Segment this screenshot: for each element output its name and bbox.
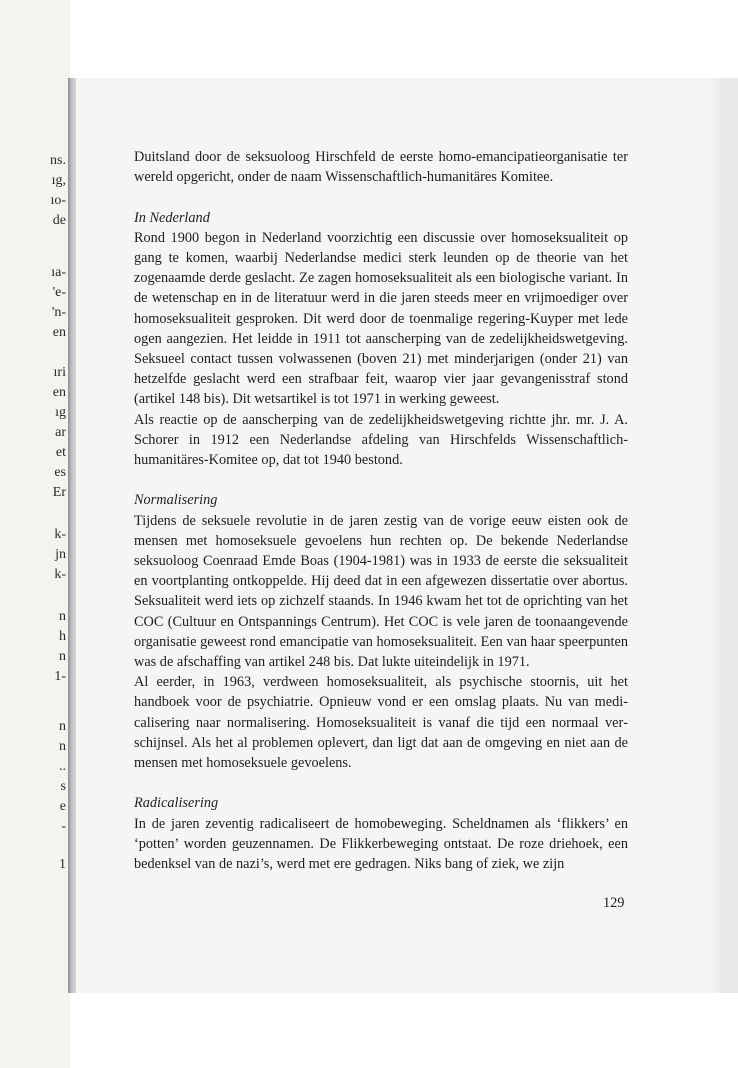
page-number: 129 [603, 895, 625, 911]
facing-page-fragment: de [52, 213, 66, 228]
facing-page-fragment: en [52, 325, 66, 340]
facing-page-fragment: n [59, 739, 66, 754]
facing-page-fragment: n [59, 719, 66, 734]
facing-page-fragment: 'n- [51, 305, 66, 320]
facing-page-fragment: - [61, 819, 66, 834]
section-paragraph: Al eerder, in 1963, verdween homoseksualiteit, als psychische stoornis, uit het handboek voor de psychiatrie. Opnieuw vond er een omslag plaats. Nu van medicalisering naar normalisering. Homoseksualiteit is vanaf die tijd een normaal verschijnsel. Als het al problemen oplevert, dan ligt dat aan de omgeving en niet aan de mensen met homoseksuele gevoelens. [134, 674, 628, 772]
facing-page-fragment: Er [52, 485, 66, 500]
facing-page-fragment: ar [55, 425, 66, 440]
facing-page-fragment: ıa- [51, 265, 66, 280]
facing-page-fragment: ıri [53, 365, 66, 380]
page-edge-background [724, 78, 738, 993]
page-body [134, 147, 628, 874]
intro-paragraph: Duitsland door de seksuoloog Hirschfeld de eerste homo-emancipatieorganisatie ter wereld opgericht, onder de naam Wissenschaftlich-humanitäres Komitee. [134, 149, 628, 186]
facing-page-fragment: 'e- [52, 285, 66, 300]
book-page [76, 78, 724, 993]
book-spine [68, 78, 76, 993]
section-heading-in-nederland: In Nederland [134, 209, 210, 226]
facing-page-fragment: jn [55, 547, 66, 562]
facing-page-fragment: k- [54, 527, 66, 542]
facing-page-fragment: 1- [54, 669, 66, 684]
facing-page-text-fragments [0, 0, 66, 1068]
facing-page-fragment: s [60, 779, 66, 794]
section-heading-radicalisering: Radicalisering [134, 795, 219, 812]
facing-page-fragment: en [52, 385, 66, 400]
section-heading-normalisering: Normalisering [134, 492, 218, 509]
facing-page [0, 0, 70, 1068]
facing-page-fragment: k- [54, 567, 66, 582]
facing-page-fragment: h [59, 629, 66, 644]
facing-page-fragment: n [59, 609, 66, 624]
section-paragraph: Als reactie op de aanscherping van de zedelijkheidswetgeving richtte jhr. mr. J. A. Schorer in 1912 een Nederlandse afdeling van Hirschfelds Wissenschaftlich-humanitäres-Komitee op, dat tot 1940 bestond. [134, 411, 628, 469]
section-paragraph: Tijdens de seksuele revolutie in de jaren zestig van de vorige eeuw eisten ook de mensen met homoseksuele gevoelens hun rechten op. De bekende Nederlandse seksuoloog Coenraad Emde Boas (1904-1981) was in 1933 de eerste die seksualiteit en voortplanting ontkoppelde. Hij deed dat in een afgewezen dissertatie over abortus. Seksualiteit werd iets op zichzelf staands. In 1946 kwam het tot de oprichting van het COC (Cultuur en Ontspannings Centrum). Het COC is vele jaren de toonaangevende organisatie geweest rond emancipatie van homoseksualiteit. Een van haar speerpunten was de afschaffing van artikel 248 bis. Dat lukte uiteindelijk in 1971. [134, 512, 628, 671]
facing-page-fragment: es [54, 465, 66, 480]
section-paragraph: Rond 1900 begon in Nederland voorzichtig een discussie over homoseksualiteit op gang te komen, waarbij Nederlandse medici sterk leunden op de theorie van het zogenaamde derde geslacht. Ze zagen homoseksualiteit als een biologische variant. In de wetenschap en in de literatuur werd in die jaren steeds meer en vrijmoediger over homoseksualiteit gesproken. Dit werd door de toenmalige regering-Kuyper met lede ogen aangezien. Het leidde in 1911 tot aanscherping van de zedelijkheidswetgeving. Seksueel contact tussen volwassenen (boven 21) met minderjarigen (onder 21) van hetzelfde geslacht werd een strafbaar feit, waarop vier jaar gevangenisstraf stond (artikel 148 bis). Dit wetsartikel is tot 1971 in werking geweest. [134, 229, 628, 408]
facing-page-fragment: n [59, 649, 66, 664]
facing-page-fragment: ıg [55, 405, 66, 420]
section-paragraph: In de jaren zeventig radicaliseert de homobeweging. Scheldnamen als ‘flikkers’ en ‘potten’ worden geuzennamen. De Flikkerbeweging ontstaat. De roze driehoek, een bedenksel van de nazi’s, werd met ere gedragen. Niks bang of ziek, we zijn [134, 815, 628, 873]
facing-page-fragment: ıo- [50, 193, 66, 208]
facing-page-fragment: et [55, 445, 66, 460]
facing-page-fragment: 1 [59, 857, 66, 872]
facing-page-fragment: e [59, 799, 66, 814]
facing-page-fragment: ns. [50, 153, 66, 168]
facing-page-fragment: .. [59, 759, 66, 774]
facing-page-fragment: ıg, [51, 173, 66, 188]
